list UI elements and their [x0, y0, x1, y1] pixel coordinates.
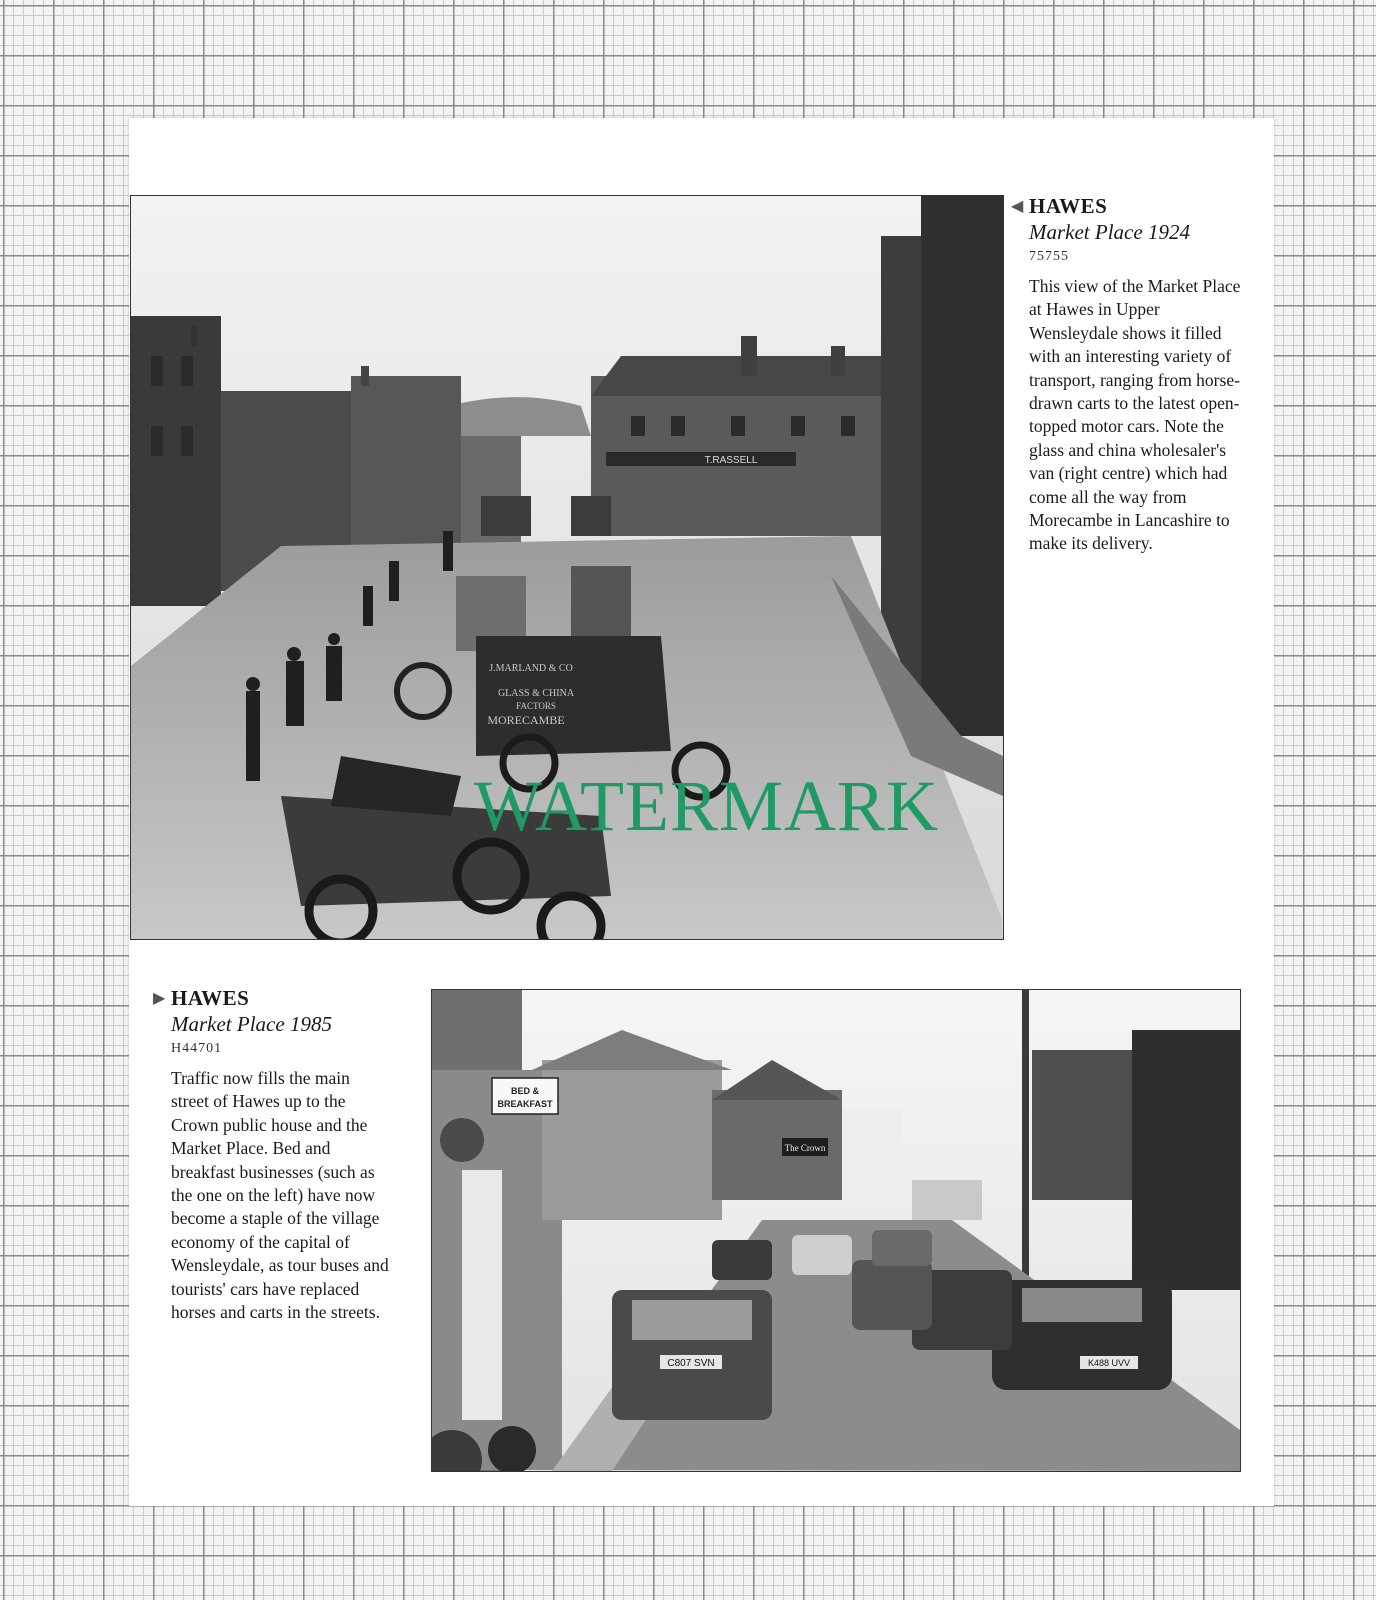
caption-1985-text: Traffic now fills the main street of Hawes up to the Crown public house and the Market Place. Bed and breakfast businesses (such as the one on the left) have now become a staple of the village economy of the capital of Wensleydale, as tour buses and tourists' cars have replaced horses and carts in the streets.: [171, 1068, 389, 1323]
van-sign-line2: GLASS & CHINA: [497, 688, 575, 699]
caption-1985-place: HAWES: [171, 986, 250, 1010]
photo-1985-image: [432, 990, 1240, 1471]
van-sign-line4: MORECAMBE: [487, 713, 565, 727]
shop-sign-text: T.RASSELL: [704, 455, 758, 466]
watermark-text: WATERMARK: [474, 766, 940, 846]
caption-1985-ref: H44701: [171, 1041, 223, 1056]
caption-1985-subtitle: Market Place 1985: [171, 1012, 332, 1036]
bnb-sign-line2: BREAKFAST: [497, 1099, 553, 1109]
caption-1985-heading: [153, 986, 391, 1011]
pointer-right-icon: ▶: [153, 989, 166, 1007]
bnb-sign-line1: BED &: [510, 1086, 540, 1096]
caption-1924: [1011, 194, 1244, 556]
caption-1924-text: This view of the Market Place at Hawes in Upper Wensleydale shows it filled with an interesting variety of transport, ranging from horse-drawn carts to the latest open-topped motor cars. Note the glass and china wholesaler's van (right centre) which had come all the way from Morecambe in Lancashire to make its delivery.: [1029, 276, 1241, 554]
magazine-cutting: [129, 118, 1274, 1506]
caption-1924-ref: 75755: [1029, 249, 1069, 264]
caption-1924-subtitle: Market Place 1924: [1029, 220, 1190, 244]
van-sign-line3: FACTORS: [516, 701, 556, 711]
photo-market-place-1985: [431, 989, 1241, 1472]
van-sign-line1: J.MARLAND & CO: [489, 663, 573, 674]
caption-1924-heading: [1011, 194, 1244, 219]
plate-1: C807 SVN: [667, 1358, 715, 1369]
crown-sign-text: The Crown: [784, 1143, 826, 1153]
pointer-left-icon: ◀: [1011, 197, 1024, 215]
photo-1924-image: [131, 196, 1003, 939]
caption-1924-place: HAWES: [1029, 194, 1108, 218]
plate-2: K488 UVV: [1087, 1358, 1131, 1368]
caption-1985: [153, 986, 391, 1324]
photo-market-place-1924: [130, 195, 1004, 940]
